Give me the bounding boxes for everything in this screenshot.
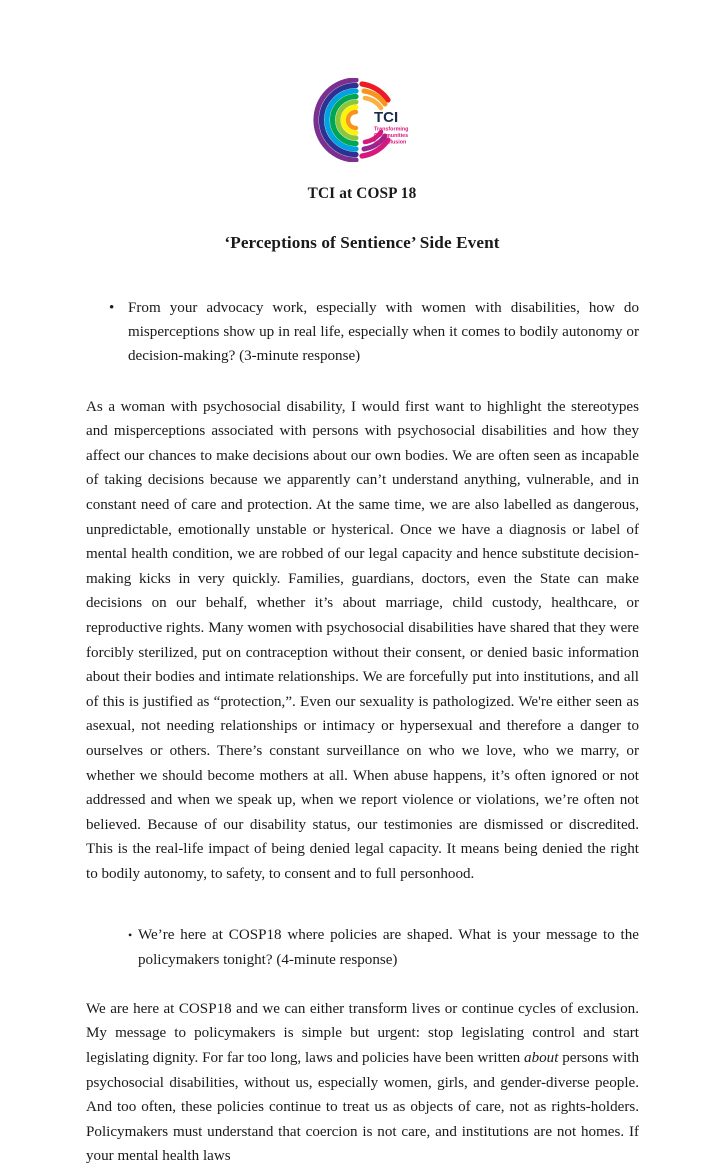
answer-paragraph-2-part-1: We are here at COSP18 and we can either transform lives or continue cycles of exclusion. My message to policymakers is simple but urgent: stop legislating control and start legislating dignity. For far too long, laws and policies have been written <box>86 1000 639 1067</box>
logo-tagline-line-1: Transforming <box>374 126 409 133</box>
bullet-icon: • <box>109 300 115 316</box>
question-list-1 <box>86 296 639 369</box>
document-title: TCI at COSP 18 <box>307 185 417 202</box>
document-body <box>0 296 724 1169</box>
question-2-text: We’re here at COSP18 where policies are shaped. What is your message to the policymakers tonight? (4-minute response) <box>138 927 639 968</box>
answer-paragraph-2-emphasis: about <box>524 1050 559 1067</box>
logo-tagline-line-3: for Inclusion <box>374 139 407 146</box>
question-item-2 <box>86 923 639 971</box>
logo-acronym: TCI <box>374 109 399 126</box>
question-list-2 <box>86 923 639 971</box>
event-subtitle: ‘Perceptions of Sentience’ Side Event <box>224 233 500 252</box>
answer-paragraph-2 <box>86 997 639 1169</box>
bullet-icon: • <box>128 928 133 943</box>
answer-paragraph-2-part-2: persons with psychosocial disabilities, without us, especially women, girls, and gender-diverse people. And too often, these policies continue to treat us as objects of care, not as rights-holders. Policymakers must understand that coercion is not care, and institutions are not homes. If your mental health laws <box>86 1050 640 1165</box>
logo-tagline-line-2: Communities <box>374 133 409 139</box>
answer-paragraph-1: As a woman with psychosocial disability, I would first want to highlight the stereotypes and misperceptions associated with persons with psychosocial disabilities and how they affect our chances to make decisions about our own bodies. We are often seen as incapable of taking decisions because we apparently can’t understand anything, vulnerable, and in constant need of care and protection. At the same time, we are also labelled as dangerous, unpredictable, emotionally unstable or hysterical. Once we have a diagnosis or label of mental health condition, we are robbed of our legal capacity and hence substitute decision-making kicks in very quickly. Families, guardians, doctors, even the State can make decisions on our behalf, whether it’s about marriage, child custody, healthcare, or reproductive rights. Many women with psychosocial disabilities have shared that they were forcibly sterilized, put on contraception without their consent, or denied basic information about their bodies and intimate relationships. We are forcefully put into institutions, and all of this is justified as “protection,”. Even our sexuality is pathologized. We're either seen as asexual, not needing relationships or intimacy or hypersexual and therefore a danger to ourselves or others. There’s constant surveillance on who we love, who we marry, or whether we should become mothers at all. When abuse happens, it’s often ignored or not addressed and when we speak up, when we report violence or violations, we’re often not believed. Because of our disability status, our testimonies are dismissed or discredited. This is the real-life impact of being denied legal capacity. It means being denied the right to bodily autonomy, to safety, to consent and to full personhood. <box>86 398 639 882</box>
question-item-1 <box>86 296 639 369</box>
logo-container <box>0 0 724 162</box>
tci-logo <box>304 78 420 162</box>
question-1-text: From your advocacy work, especially with women with disabilities, how do misperceptions show up in real life, especially when it comes to bodily autonomy or decision-making? (3-minute response) <box>128 300 639 365</box>
